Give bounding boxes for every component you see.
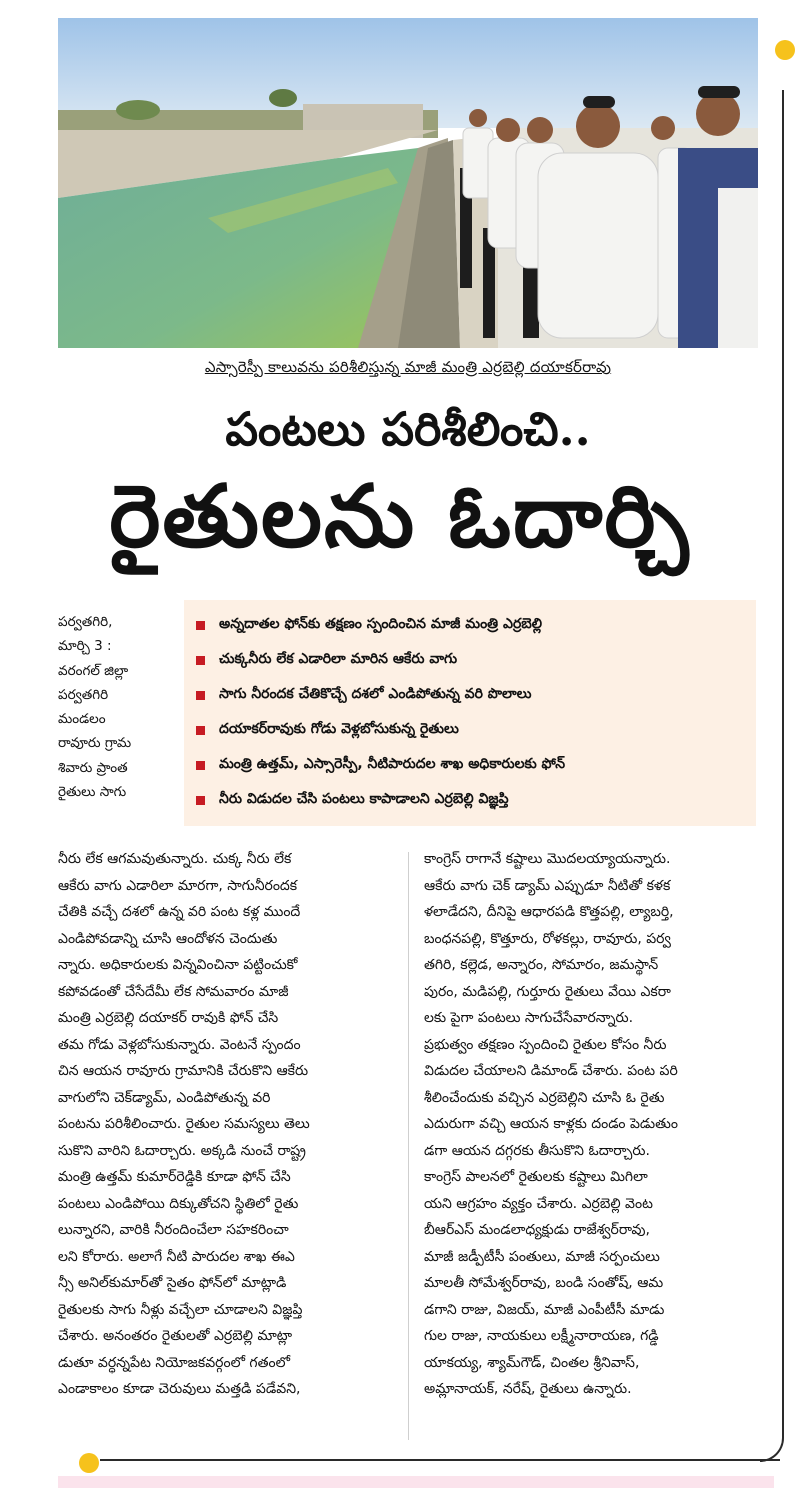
square-bullet-icon (196, 656, 205, 665)
dateline-line: పర్వతగిరి (58, 686, 109, 703)
column-divider (408, 852, 409, 1440)
square-bullet-icon (196, 761, 205, 770)
body-line: తగిరి, కల్లెడ, అన్నారం, సోమారం, జమస్థాన్ (424, 957, 659, 973)
square-bullet-icon (196, 691, 205, 700)
body-line: మాజీ జడ్పీటీసీ పంతులు, మాజీ సర్పంచులు (424, 1248, 660, 1265)
body-line: ప్రభుత్వం తక్షణం స్పందించి రైతుల కోసం నీరు (424, 1036, 667, 1053)
dateline-line: శివారు ప్రాంత (58, 759, 128, 776)
highlight-item (196, 678, 756, 713)
page-border-curve (760, 90, 784, 1462)
highlight-item (196, 643, 756, 678)
highlight-text: మంత్రి ఉత్తమ్, ఎస్సారెస్పీ, నీటిపారుదల శాఖ అధికారులకు ఫోన్ (219, 756, 566, 772)
dateline-line: పర్వతగిరి, (58, 614, 113, 630)
highlight-text: దయాకర్‌రావుకు గోడు వెళ్లబోసుకున్న రైతులు (219, 721, 459, 737)
body-line: బీఆర్ఎస్ మండలాధ్యక్షుడు రాజేశ్వర్‌రావు, (424, 1222, 650, 1238)
body-line: మాలతీ సోమేశ్వర్‌రావు, బండి సంతోష్, ఆమ (424, 1275, 664, 1291)
dateline-line: రైతులు సాగు (58, 784, 127, 801)
body-line: కాంగ్రెస్ పాలనలో రైతులకు కష్టాలు మిగిలా (424, 1169, 648, 1185)
body-column-left (58, 846, 392, 1403)
body-line: చేతికి వచ్చే దశలో ఉన్న వరి పంట కళ్ల ముందే (58, 904, 301, 920)
body-line: కపోవడంతో చేసేదేమీ లేక సోమవారం మాజీ (58, 983, 289, 1000)
yellow-dot-icon (775, 40, 795, 60)
highlights-box (184, 600, 756, 826)
body-line: కాంగ్రెస్ రాగానే కష్టాలు మొదలయ్యాయన్నారు. (424, 851, 671, 867)
body-line: రైతులకు సాగు నీళ్లు వచ్చేలా చూడాలని విజ్ఞప్తి (58, 1301, 303, 1318)
dateline-line: వరంగల్ జిల్లా (58, 662, 129, 679)
body-line: ఎండిపోవడాన్ని చూసి ఆందోళన చెందుతు (58, 930, 278, 947)
body-line: బంధనపల్లి, కొత్తూరు, రోళకల్లు, రావూరు, పర్వ (424, 930, 671, 947)
dateline-intro (58, 610, 178, 804)
highlight-item (196, 783, 756, 818)
canal-inspection-photo (58, 18, 758, 348)
body-line: ఆకేరు వాగు చెక్ డ్యామ్ ఎప్పుడూ నీటితో కళక (424, 877, 671, 894)
body-line: పురం, మడిపల్లి, గుర్తూరు రైతులు వేయి ఎకరా (424, 983, 671, 1000)
square-bullet-icon (196, 621, 205, 630)
highlight-text: చుక్కనీరు లేక ఎడారిలా మారిన ఆకేరు వాగు (219, 651, 458, 667)
highlight-text: నీరు విడుదల చేసి పంటలు కాపాడాలని ఎర్రబెల్లి విజ్ఞప్తి (219, 791, 509, 807)
photo-illustration (58, 18, 758, 348)
body-line: డుతూ వర్ధన్నపేట నియోజకవర్గంలో గతంలో (58, 1354, 290, 1371)
body-line: చిన ఆయన రావూరు గ్రామానికి చేరుకొని ఆకేరు (58, 1063, 309, 1079)
body-line: లకు పైగా పంటలు సాగుచేసేవారన్నారు. (424, 1010, 634, 1026)
bottom-strip (58, 1476, 774, 1488)
body-line: నీరు లేక ఆగమవుతున్నారు. చుక్క నీరు లేక (58, 851, 292, 867)
body-line: ఎండాకాలం కూడా చెరువులు మత్తడి పడేవని, (58, 1381, 301, 1397)
highlight-item (196, 713, 756, 748)
body-line: తమ గోడు వెళ్లబోసుకున్నారు. వెంటనే స్పందం (58, 1036, 301, 1053)
square-bullet-icon (196, 726, 205, 735)
body-line: పంటలు ఎండిపోయి దిక్కుతోచని స్థితిలో రైతు (58, 1195, 299, 1212)
body-line: వాగులోని చెక్‌డ్యామ్, ఎండిపోతున్న వరి (58, 1089, 271, 1106)
body-line: ళలాడేదని, దీనిపై ఆధారపడి కొత్తపల్లి, ల్యాబర్తి, (424, 904, 674, 920)
body-line: న్నారు. అధికారులకు విన్నవించినా పట్టించుకో (58, 957, 298, 973)
headline-main: రైతులను ఓదార్చి (109, 466, 691, 567)
body-line: లున్నారని, వారికి నీరందించేలా సహకరించా (58, 1222, 289, 1238)
body-line: అమ్లానాయక్, నరేష్, రైతులు ఉన్నారు. (424, 1381, 632, 1397)
yellow-dot-icon (79, 1453, 99, 1473)
body-line: సుకొని వారిని ఓదార్చారు. అక్కడి నుంచే రాష్ట్ర (58, 1142, 306, 1159)
dateline-line: మార్చి 3 : (58, 638, 112, 655)
body-line: మంత్రి ఎర్రబెల్లి దయాకర్ రావుకి ఫోన్ చేసి (58, 1010, 279, 1026)
body-line: డగా ఆయన దగ్గరకు తీసుకొని ఓదార్చారు. (424, 1142, 650, 1159)
photo-caption: ఎస్సారెస్పీ కాలువను పరిశీలిస్తున్న మాజీ మంత్రి ఎర్రబెల్లి దయాకర్‌రావు (204, 358, 612, 376)
body-line: పంటను పరిశీలించారు. రైతుల సమస్యలు తెలు (58, 1116, 310, 1132)
body-line: విడుదల చేయాలని డిమాండ్ చేశారు. పంట పరి (424, 1063, 678, 1079)
headline-deck: పంటలు పరిశీలించి.. (225, 402, 591, 456)
dateline-line: రావూరు గ్రామ (58, 735, 132, 752)
body-line: డగాని రాజు, విజయ్, మాజీ ఎంపీటీసీ మాడు (424, 1301, 665, 1318)
body-line: మంత్రి ఉత్తమ్ కుమార్‌రెడ్డికి కూడా ఫోన్ చేసి (58, 1169, 291, 1185)
bottom-rule (100, 1459, 780, 1461)
body-line: న్సీ అనిల్‌కుమార్‌తో సైతం ఫోన్‌లో మాట్లాడి (58, 1275, 287, 1291)
dateline-line: మండలం (58, 711, 106, 728)
body-line: ఎదురుగా వచ్చి ఆయన కాళ్లకు దండం పెడుతుం (424, 1116, 678, 1132)
body-line: యని ఆగ్రహం వ్యక్తం చేశారు. ఎర్రబెల్లి వెంట (424, 1195, 653, 1212)
highlight-item (196, 748, 756, 783)
highlight-text: సాగు నీరందక చేతికొచ్చే దశలో ఎండిపోతున్న వరి పొలాలు (219, 686, 532, 702)
body-line: శీలించేందుకు వచ్చిన ఎర్రబెల్లిని చూసి ఓ రైతు (424, 1089, 665, 1106)
highlight-text: అన్నదాతల ఫోన్‌కు తక్షణం స్పందించిన మాజీ మంత్రి ఎర్రబెల్లి (219, 616, 543, 632)
body-line: గుల రాజు, నాయకులు లక్ష్మీనారాయణ, గడ్డి (424, 1328, 659, 1344)
body-line: ఆకేరు వాగు ఎడారిలా మారగా, సాగునీరందక (58, 877, 298, 894)
highlight-item (196, 608, 756, 643)
body-line: లని కోరారు. అలాగే నీటి పారుదల శాఖ ఈఎ (58, 1248, 295, 1265)
body-column-right (424, 846, 760, 1403)
body-line: చేశారు. అనంతరం రైతులతో ఎర్రబెల్లి మాట్లా (58, 1328, 293, 1344)
body-line: యాకయ్య, శ్యామ్‌గౌడ్, చింతల శ్రీనివాస్, (424, 1354, 640, 1371)
square-bullet-icon (196, 796, 205, 805)
